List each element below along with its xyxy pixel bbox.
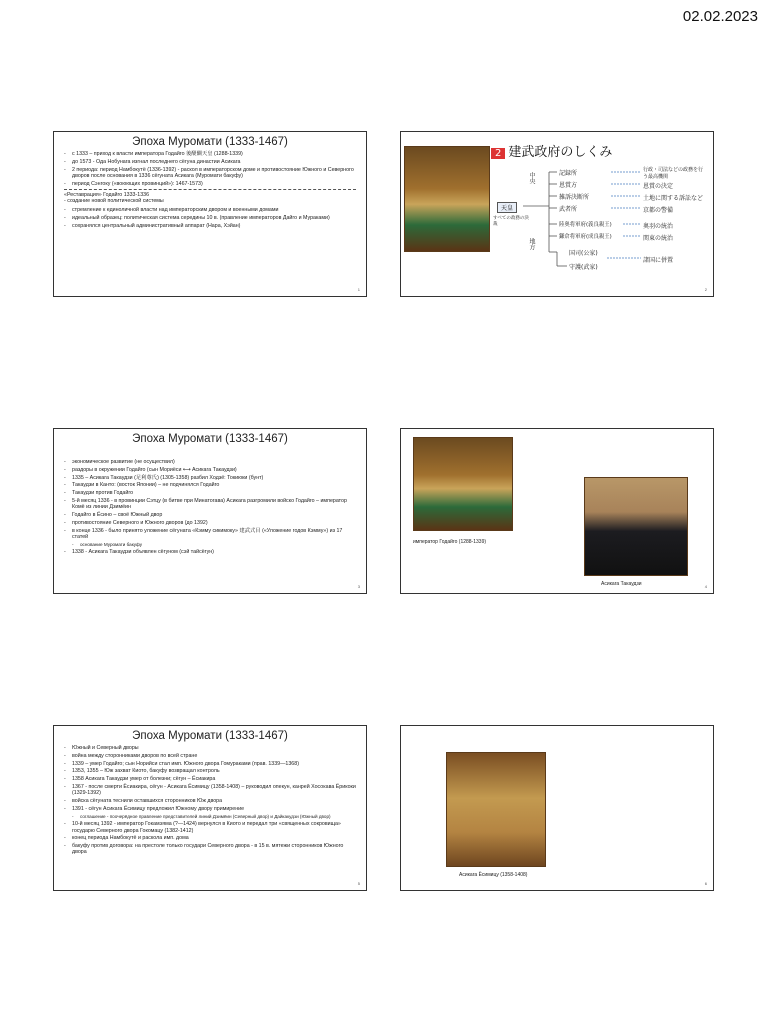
list-item: - 1353, 1355 – Юж захват Киото, бакуфу возвращал контроль: [64, 768, 358, 774]
bullet-list: [54, 745, 366, 856]
list-item: - 1339 – умер Годайго; сын Норийси стал имп. Южного двора Гомураками (прав. 1339—1368): [64, 761, 358, 767]
list-item: - 1335 – Асикага Такаудзи (足利尊氏) (1305-1358) разбил Ходзё: Токиюки (бунт): [64, 475, 358, 481]
emperor-godaigo-portrait: [413, 437, 513, 531]
list-item: - 5-й месяц 1336 - в провинции Сэтцу (в битве при Минатогава) Асикага разгромили войско Годайго – император Комё из линии Дзимёин: [64, 498, 358, 510]
office-label: 鎌倉将軍府(成良親王): [559, 234, 612, 240]
list-item: - 2 периода: период Намбокутё (1336-1392) - раскол в императорском доме и противостояние Южного и Северного дворов после основания в 1336 сёгуната Асикага (Муромати бакуфу): [64, 167, 358, 179]
slide-title: Эпоха Муромати (1333-1467): [132, 136, 288, 148]
office-label: 雑訴決断所: [559, 194, 590, 201]
page-number: 6: [704, 881, 707, 886]
ashikaga-yoshimitsu-portrait: [446, 752, 546, 867]
page-number: 2: [704, 287, 707, 292]
list-item: - до 1573 - Ода Нобунага изгнал последнего сёгуна династии Асикага: [64, 159, 358, 165]
page-number: 4: [704, 584, 707, 589]
list-item: - период Сэнгоку («воюющих провинций»): 1467-1573): [64, 181, 358, 187]
list-item: - в конце 1336 - было принято уложение сёгуната «Кэмму сикимоку» 建武式目 («Уложение годов Кэмму») из 17 статей: [64, 528, 358, 540]
list-item: - основание Муромати бакуфу: [64, 542, 358, 548]
list-item: - Южный и Северный дворы: [64, 745, 358, 751]
slide-text: - создание новой политической системы: [64, 198, 164, 204]
list-item: - войска сёгуната теснили оставшихся сторонников Юж двора: [64, 798, 358, 804]
document-date: 02.02.2023: [682, 8, 758, 25]
page-number: 1: [357, 287, 360, 292]
office-label: 陸奥将軍府(義良親王): [559, 222, 612, 228]
list-item: - с 1333 – приход к власти императора Годайго 後醍醐天皇 (1288-1339): [64, 151, 358, 157]
portrait-caption: император Годайго (1288-1339): [413, 539, 487, 545]
portrait-caption: Асикага Такаудзи: [601, 581, 642, 587]
list-item: - бакуфу против договора: на престоле только государи Северного двора - в 15 в. мятежи сторонников Южного двора: [64, 843, 358, 855]
office-label: 国司(公家): [569, 250, 598, 257]
list-item: - 1367 - после смерти Ёсиакира, сёгун - Асикага Ёсимицу (1358-1408) – руководил опекун, канрей Хосокава Ёрикоки (1329-1392): [64, 784, 358, 796]
list-item: - стремление к единоличной власти над императорским двором и военными домами: [64, 207, 358, 213]
list-item: - война между сторонниками дворов по всей стране: [64, 753, 358, 759]
list-item: - раздоры в окружении Годайго (сын Мориёси ⟷ Асикага Такаудзи): [64, 467, 358, 473]
role-label: 関東の統治: [643, 235, 674, 242]
slide-title: Эпоха Муромати (1333-1467): [132, 730, 288, 742]
diagram-title-text: 建武政府のしくみ: [508, 145, 613, 160]
role-label: 京都の警備: [643, 207, 674, 214]
ashikaga-takauji-portrait: [584, 477, 688, 576]
role-label: 諸国に併置: [643, 257, 674, 264]
list-item: - Такаудзи в Канто: (восток Японии) – не подчинялся Годайго: [64, 482, 358, 488]
office-label: 恩賞方: [559, 182, 578, 189]
diagram-lines: [401, 132, 714, 297]
list-item: - соглашение - поочерёдное правление представителей линий Дзимёин (Северный двор) и Дайкакудзи (Южный двор): [64, 814, 358, 820]
local-label: 地方: [528, 238, 535, 250]
office-label: 武者所: [559, 206, 578, 213]
role-label: 土地に関する訴訟など: [643, 195, 704, 202]
page-number: 3: [357, 584, 360, 589]
slide-5: [53, 725, 367, 891]
bullet-list: [54, 151, 366, 187]
list-item: - идеальный образец: политическая система середины 10 в. (правление императоров Дайго и Мураками): [64, 215, 358, 221]
role-label: 行政・司法などの政務を行う最高機関: [643, 167, 704, 180]
slide-2: [400, 131, 714, 297]
slide-1: [53, 131, 367, 297]
bullet-list: [54, 207, 366, 229]
list-item: - 1358 Асикага Такаудзи умер от болезни; сёгун – Ёсиакира: [64, 776, 358, 782]
emperor-note: すべての政務の決裁: [493, 216, 529, 227]
list-item: - экономическое развитие (не осуществил): [64, 459, 358, 465]
page-number: 5: [357, 881, 360, 886]
list-item: - конец периода Намбокутё и раскола имп. дома: [64, 835, 358, 841]
list-item: - 10-й месяц 1392 - император Гокамэяма (?—1424) вернулся в Киото и передал три «священных сокровища» государю Северного двора Гокомацу (1382-1412): [64, 821, 358, 833]
divider: [64, 189, 356, 190]
slide-6: [400, 725, 714, 891]
list-item: - Годайго в Ёсино – своё Южный двор: [64, 512, 358, 518]
list-item: - 1338 - Асикага Такаудзи объявлен сёгуном (сэй тайсёгун): [64, 549, 358, 555]
slide-3: [53, 428, 367, 594]
role-label: 奥羽の統治: [643, 223, 674, 230]
emperor-box: 天皇: [497, 202, 517, 213]
role-label: 恩賞の決定: [643, 183, 674, 190]
slide-title: Эпоха Муромати (1333-1467): [132, 433, 288, 445]
portrait-caption: Асикага Ёсимицу (1358-1408): [459, 872, 528, 878]
list-item: - сохранялся центральный административный аппарат (Нара, Хэйан): [64, 223, 358, 229]
list-item: - 1391 - сёгун Асикага Ёсимицу предложил Южному двору примирение: [64, 806, 358, 812]
bullet-list: [54, 459, 366, 556]
office-label: 記録所: [559, 170, 578, 177]
list-item: - противостояние Северного и Южного дворов (до 1392): [64, 520, 358, 526]
list-item: - Такаудзи против Годайго: [64, 490, 358, 496]
diagram-number: 2: [491, 148, 505, 159]
office-label: 守護(武家): [569, 264, 598, 271]
slide-4: [400, 428, 714, 594]
center-label: 中央: [528, 172, 535, 184]
slide-text: «Реставрация» Годайго 1333-1336: [64, 191, 150, 198]
